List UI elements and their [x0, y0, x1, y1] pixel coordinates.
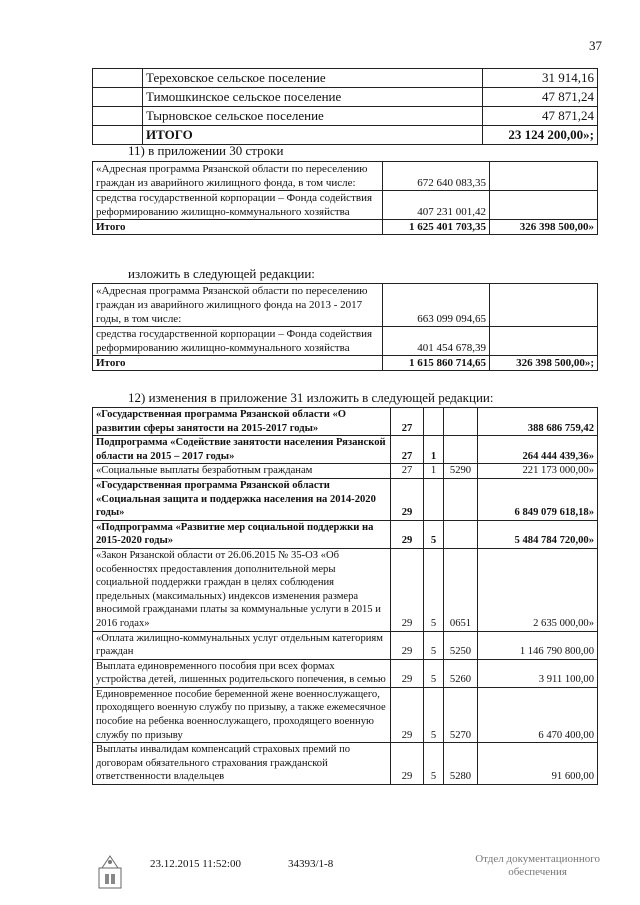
table-row [93, 464, 598, 479]
row-code-direction [444, 436, 478, 464]
row-code-direction: 0651 [444, 548, 478, 631]
row-code-program: 29 [391, 631, 424, 659]
row-name: Выплата единовременного пособия при всех формах устройства детей, лишенных родительского попечения, в семью [93, 659, 391, 687]
settlements-table [92, 68, 598, 145]
row-code-program: 27 [391, 464, 424, 479]
row-name: Тырновское сельское поселение [143, 107, 483, 126]
row-code-subprogram: 5 [424, 520, 444, 548]
row-name: Выплаты инвалидам компенсаций страховых премий по договорам обязательного страхования гражданской ответственности владельцев [93, 743, 391, 785]
section-heading-11: 11) в приложении 30 строки [128, 143, 284, 158]
row-code-program: 29 [391, 743, 424, 785]
row-value: 47 871,24 [483, 88, 598, 107]
table-row [93, 162, 598, 191]
row-code-subprogram: 5 [424, 687, 444, 742]
table-row [93, 408, 598, 436]
row-value: 407 231 001,42 [383, 191, 490, 220]
row-name: «Государственная программа Рязанской области «О развитии сферы занятости на 2015-2017 годы» [93, 408, 391, 436]
table-row [93, 284, 598, 327]
row-name: Итого [93, 220, 383, 235]
row-name: «Государственная программа Рязанской области «Социальная защита и поддержка населения на 2014-2020 годы» [93, 478, 391, 520]
row-name: «Адресная программа Рязанской области по переселению граждан из аварийного жилищного фонда, в том числе: [93, 162, 383, 191]
row-code-program: 27 [391, 408, 424, 436]
row-value: 6 470 400,00 [478, 687, 598, 742]
row-code-direction: 5270 [444, 687, 478, 742]
table-row [93, 69, 598, 88]
table-row [93, 220, 598, 235]
coat-of-arms-icon [96, 850, 124, 890]
table-row [93, 548, 598, 631]
department-stamp [475, 853, 600, 879]
row-name: ИТОГО [143, 126, 483, 145]
row-code-subprogram: 5 [424, 631, 444, 659]
row-code-subprogram: 1 [424, 464, 444, 479]
row-value: 91 600,00 [478, 743, 598, 785]
table-row [93, 631, 598, 659]
table-row [93, 687, 598, 742]
row-value: 264 444 439,36» [478, 436, 598, 464]
footer-doc-id: 34393/1-8 [288, 858, 334, 870]
row-value: 2 635 000,00» [478, 548, 598, 631]
row-name: «Оплата жилищно-коммунальных услуг отдельным категориям граждан [93, 631, 391, 659]
row-code-subprogram: 1 [424, 436, 444, 464]
row-code-program: 29 [391, 687, 424, 742]
row-name: Тереховское сельское поселение [143, 69, 483, 88]
table-row [93, 478, 598, 520]
row-code-subprogram [424, 478, 444, 520]
row-code-direction [444, 408, 478, 436]
stamp-line1: Отдел документационного [475, 853, 600, 865]
row-code-program: 27 [391, 436, 424, 464]
row-name: средства государственной корпорации – Фонда содействия реформированию жилищно-коммунального хозяйства [93, 327, 383, 356]
row-value: 1 146 790 800,00 [478, 631, 598, 659]
row-name: «Адресная программа Рязанской области по переселению граждан из аварийного жилищного фонда на 2013 - 2017 годы, в том числе: [93, 284, 383, 327]
section-heading-new: изложить в следующей редакции: [128, 266, 315, 281]
row-name: Тимошкинское сельское поселение [143, 88, 483, 107]
table-row [93, 191, 598, 220]
row-value: 23 124 200,00»; [483, 126, 598, 145]
footer-datetime: 23.12.2015 11:52:00 [150, 858, 241, 870]
app31-table [92, 407, 598, 785]
row-code-direction: 5250 [444, 631, 478, 659]
row-code-subprogram: 5 [424, 743, 444, 785]
row-value2 [490, 284, 598, 327]
row-code-subprogram: 5 [424, 659, 444, 687]
row-value: 388 686 759,42 [478, 408, 598, 436]
row-value: 3 911 100,00 [478, 659, 598, 687]
row-value: 47 871,24 [483, 107, 598, 126]
row-name: «Подпрограмма «Развитие мер социальной поддержки на 2015-2020 годы» [93, 520, 391, 548]
row-value: 5 484 784 720,00» [478, 520, 598, 548]
row-code-direction: 5260 [444, 659, 478, 687]
row-name: Итого [93, 356, 383, 371]
row-code-direction [444, 478, 478, 520]
row-name: «Социальные выплаты безработным гражданам [93, 464, 391, 479]
row-name: Подпрограмма «Содействие занятости населения Рязанской области на 2015 – 2017 годы» [93, 436, 391, 464]
stamp-line2: обеспечения [508, 866, 567, 878]
table-row [93, 107, 598, 126]
section-heading-12: 12) изменения в приложение 31 изложить в следующей редакции: [128, 390, 494, 405]
table-row [93, 520, 598, 548]
row-value: 221 173 000,00» [478, 464, 598, 479]
row-code-direction: 5290 [444, 464, 478, 479]
row-value2 [490, 327, 598, 356]
table-row [93, 88, 598, 107]
table-row [93, 659, 598, 687]
row-code-subprogram: 5 [424, 548, 444, 631]
app30-new-rows-table [92, 283, 598, 371]
row-value2 [490, 162, 598, 191]
row-name: Единовременное пособие беременной жене военнослужащего, проходящего военную службу по призыву, а также ежемесячное пособие на ребенка военнослужащего, проходящего военную службу по призыву [93, 687, 391, 742]
row-name: «Закон Рязанской области от 26.06.2015 № 35-ОЗ «Об особенностях предоставления дополнительной меры социальной поддержки граждан в целях соблюдения предельных (максимальных) индексов изменения размера вносимой гражданами платы за коммунальные услуги в 2015 и 2016 годах» [93, 548, 391, 631]
row-value: 663 099 094,65 [383, 284, 490, 327]
row-code-program: 29 [391, 478, 424, 520]
table-row [93, 126, 598, 145]
row-code-program: 29 [391, 548, 424, 631]
row-value: 401 454 678,39 [383, 327, 490, 356]
page-number: 37 [589, 38, 602, 53]
row-name: средства государственной корпорации – Фонда содействия реформированию жилищно-коммунального хозяйства [93, 191, 383, 220]
row-code-subprogram [424, 408, 444, 436]
row-value2: 326 398 500,00»; [490, 356, 598, 371]
row-value: 6 849 079 618,18» [478, 478, 598, 520]
row-value2 [490, 191, 598, 220]
row-value2: 326 398 500,00» [490, 220, 598, 235]
table-row [93, 327, 598, 356]
row-value: 672 640 083,35 [383, 162, 490, 191]
row-value: 1 615 860 714,65 [383, 356, 490, 371]
row-code-program: 29 [391, 659, 424, 687]
table-row [93, 356, 598, 371]
row-code-direction: 5280 [444, 743, 478, 785]
row-value: 31 914,16 [483, 69, 598, 88]
row-code-direction [444, 520, 478, 548]
table-row [93, 436, 598, 464]
row-code-program: 29 [391, 520, 424, 548]
app30-old-rows-table [92, 161, 598, 235]
row-value: 1 625 401 703,35 [383, 220, 490, 235]
table-row [93, 743, 598, 785]
